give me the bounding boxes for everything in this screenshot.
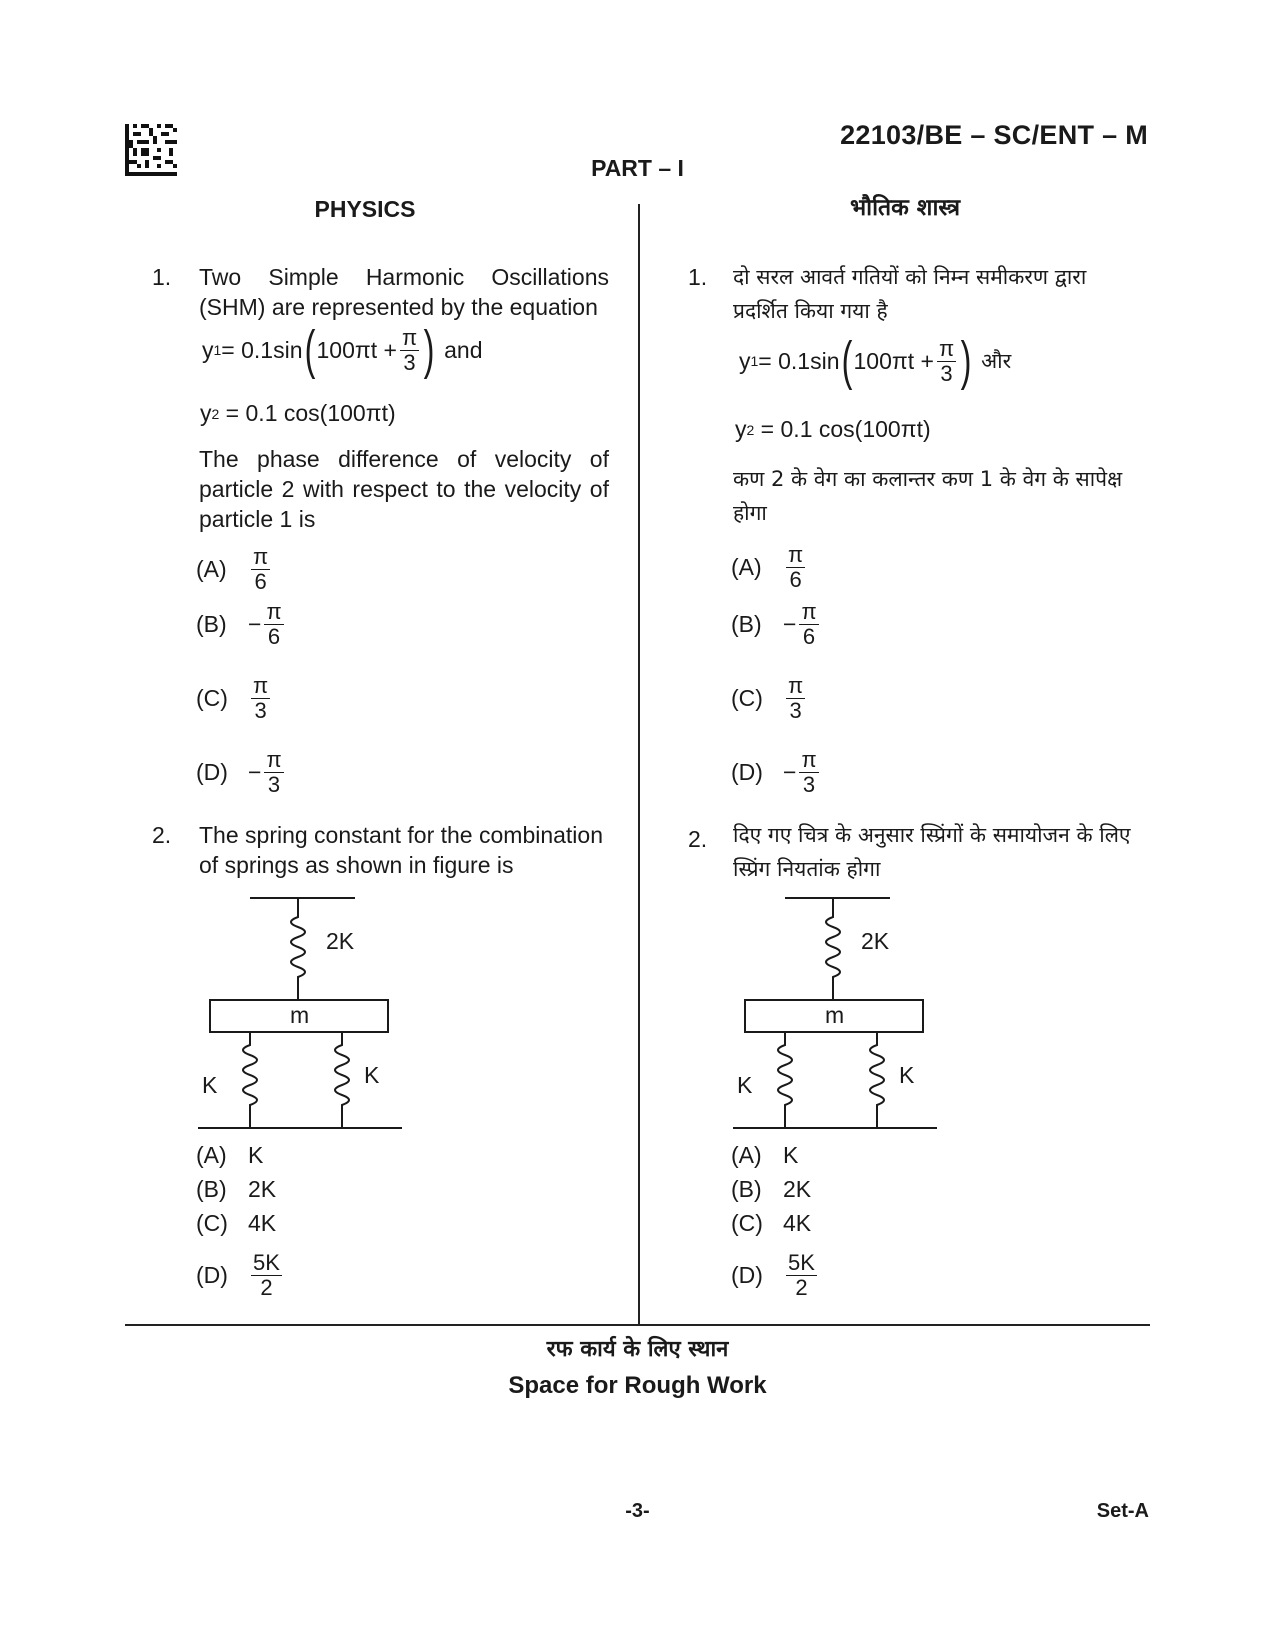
q1-number: 1. [152,264,172,290]
right-spring [335,1032,349,1128]
hi-q2-option-d[interactable]: (D) $\frac{5K}{2}$ [731,1250,815,1300]
set-label: Set-A [1096,1500,1149,1522]
eq-var: y [202,336,214,363]
q2-option-c[interactable]: (C) 4K [196,1210,277,1236]
hi-q2-spring-figure [725,895,955,1135]
eq-mid: = 0.1sin [221,336,303,363]
part-title: PART – I [591,155,684,181]
q2-text: The spring constant for the combination of springs as shown in figure is [199,822,604,878]
rough-work-label-hindi: रफ कार्य के लिए स्थान [546,1337,729,1362]
left-spring [243,1032,257,1128]
rough-work-label-english: Space for Rough Work [508,1372,767,1399]
eq-fraction: $\frac{\pi}{3}$ [401,324,418,375]
right-spring-label: K [899,1062,915,1088]
eq-sub: 1 [213,342,222,358]
q1-option-b[interactable]: (B) − $\frac{\pi}{6}$ [196,599,282,649]
q2-option-b[interactable]: (B) 2K [196,1176,277,1202]
page-number: -3- [625,1500,650,1522]
top-spring [291,898,305,1000]
hi-q1-option-c[interactable]: (C) $\frac{\pi}{3}$ [731,673,804,723]
hi-q2-option-c[interactable]: (C) 4K [731,1210,812,1236]
q1-text: Two Simple Harmonic Oscillations (SHM) are represented by the equation [199,264,609,320]
left-spring-label: K [202,1072,218,1098]
q1-equation-2: y 2 = 0.1 cos(100πt) [200,400,396,426]
left-spring [778,1032,792,1128]
q2-spring-figure [190,895,420,1135]
top-spring-label: 2K [326,928,355,954]
english-section-heading: PHYSICS [314,196,416,222]
hi-q2-text: दिए गए चित्र के अनुसार स्प्रिंगों के समायोजन के लिए स्प्रिंग नियतांक होगा [733,823,1131,881]
top-spring-label: 2K [861,928,890,954]
eq-inner: 100πt + [316,336,397,363]
hi-q1-option-b[interactable]: (B) − $\frac{\pi}{6}$ [731,599,817,649]
hi-q1-equation-2: y 2 = 0.1 cos(100πt) [735,416,931,442]
right-spring [870,1032,884,1128]
hi-q2-option-b[interactable]: (B) 2K [731,1176,812,1202]
hi-q2-number: 2. [688,826,708,852]
right-spring-label: K [364,1062,380,1088]
q1-option-a[interactable]: (A) $\frac{\pi}{6}$ [196,544,269,594]
hi-q1-number: 1. [688,264,708,290]
hi-q1-equation-1: y 1 = 0.1sin ( 100πt + $\frac{\pi}{3}$ ) और [739,331,1012,391]
left-spring-label: K [737,1072,753,1098]
hi-q1-option-d[interactable]: (D) − $\frac{\pi}{3}$ [731,747,817,797]
mass-label: m [290,1002,310,1028]
eq-join: and [444,336,483,363]
q1-equation-1: y 1 = 0.1sin ( 100πt + $\frac{\pi}{3}$ ) and [202,320,483,380]
top-spring [826,898,840,1000]
hi-q1-question: कण 2 के वेग का कलान्तर कण 1 के वेग के सापेक्ष होगा [733,467,1123,525]
q2-option-d[interactable]: (D) $\frac{5K}{2}$ [196,1250,280,1300]
paper-code: 22103/BE – SC/ENT – M [840,120,1148,150]
hi-q1-text: दो सरल आवर्त गतियों को निम्न समीकरण द्वारा प्रदर्शित किया गया है [733,265,1087,323]
q2-option-a[interactable]: (A) K [196,1142,264,1168]
hi-q2-option-a[interactable]: (A) K [731,1142,799,1168]
hi-q1-option-a[interactable]: (A) $\frac{\pi}{6}$ [731,542,804,592]
q1-option-c[interactable]: (C) $\frac{\pi}{3}$ [196,673,269,723]
q2-number: 2. [152,822,172,848]
rough-work-divider [125,1324,1150,1326]
q1-question: The phase difference of velocity of particle 2 with respect to the velocity of particle 1 is [199,446,609,532]
hindi-section-heading: भौतिक शास्त्र [849,195,961,221]
mass-label: m [825,1002,845,1028]
column-divider [638,204,640,1326]
q1-option-d[interactable]: (D) − $\frac{\pi}{3}$ [196,747,282,797]
